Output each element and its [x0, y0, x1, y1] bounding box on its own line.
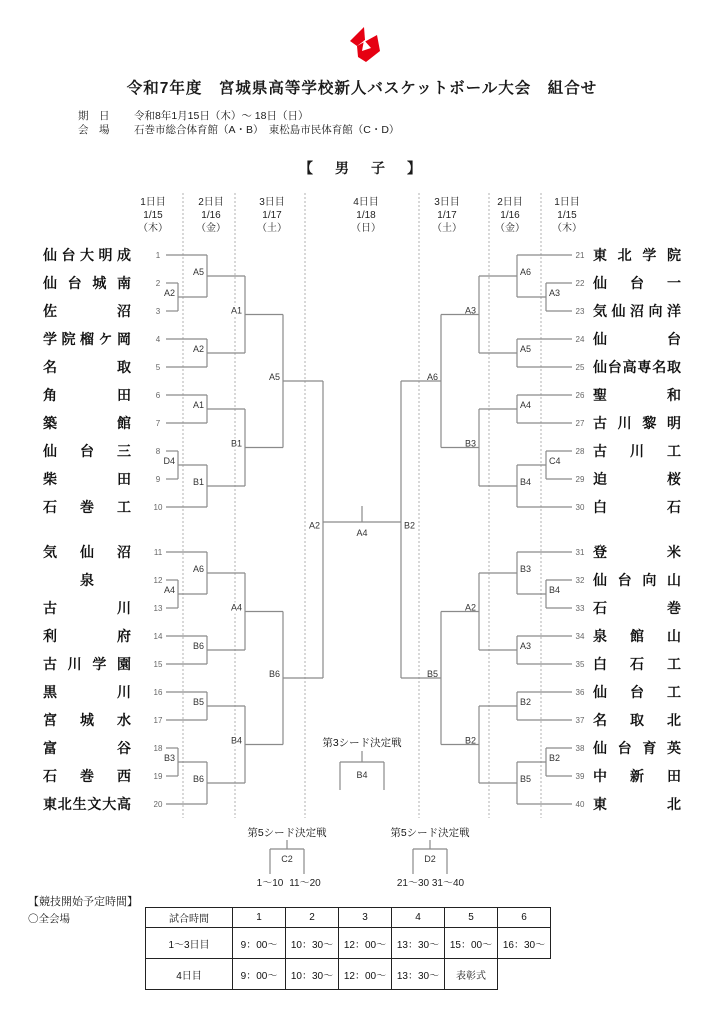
- team-seed-number: 32: [575, 576, 585, 585]
- team-name-char: 仙: [593, 572, 607, 588]
- team-name-char: 川: [117, 684, 131, 700]
- match-label: B5: [520, 774, 532, 784]
- team-name-char: 府: [117, 628, 131, 644]
- column-header-date: 1/15: [143, 210, 163, 221]
- match-label: C4: [549, 456, 561, 466]
- team-name-char: 仙: [593, 331, 607, 347]
- column-header-date: 1/16: [500, 210, 520, 221]
- seed3-label: B4: [356, 770, 368, 780]
- match-label: B4: [549, 585, 561, 595]
- team-name-char: 川: [630, 443, 644, 459]
- schedule-time-cell: 10：30～: [286, 959, 339, 990]
- schedule-venue-note: 〇全会場: [28, 913, 70, 925]
- date-label: 期 日: [78, 110, 110, 122]
- match-label: A1: [230, 305, 242, 316]
- seed3-title: 第3シード決定戦: [322, 737, 402, 749]
- team-seed-number: 2: [155, 279, 161, 288]
- team-name-char: 城: [92, 275, 107, 291]
- team-name-char: 一: [667, 275, 681, 291]
- team-seed-number: 5: [155, 363, 161, 372]
- match-label: A2: [308, 520, 320, 531]
- team-name-char: 榴: [80, 331, 94, 347]
- team-name-char: 中: [593, 768, 607, 784]
- schedule-time-cell: 表彰式: [445, 959, 498, 990]
- team-seed-number: 8: [155, 447, 161, 456]
- schedule-time-cell: 16：30～: [498, 928, 551, 959]
- match-label: A2: [192, 344, 204, 354]
- team-name-char: 仙: [43, 443, 57, 459]
- team-name-char: 柴: [43, 471, 57, 487]
- team-name-char: 石: [593, 600, 607, 616]
- team-seed-number: 12: [153, 576, 163, 585]
- team-seed-number: 25: [575, 363, 585, 372]
- team-name-char: 仙: [593, 740, 607, 756]
- team-name-char: 高: [117, 796, 131, 812]
- match-label: A3: [549, 288, 561, 298]
- match-label: B2: [404, 520, 416, 531]
- schedule-time-cell: 9：00～: [233, 959, 286, 990]
- column-header-dow: （木）: [138, 223, 168, 234]
- team-seed-number: 28: [575, 447, 585, 456]
- schedule-heading: 【競技開始予定時間】: [28, 896, 138, 908]
- team-name-char: 聖: [593, 387, 607, 403]
- match-label: B2: [464, 735, 476, 746]
- team-seed-number: 11: [153, 548, 163, 557]
- match-label: A6: [520, 267, 532, 277]
- team-name-char: 仙: [43, 247, 57, 263]
- team-name-char: 富: [43, 740, 57, 756]
- team-name-char: 仙: [593, 359, 607, 375]
- match-label: B4: [520, 477, 532, 487]
- column-header-date: 1/17: [262, 210, 282, 221]
- column-header-day: 2日目: [198, 197, 224, 208]
- match-label: B6: [268, 669, 280, 679]
- team-seed-number: 30: [575, 503, 585, 512]
- team-name-char: 巻: [80, 499, 94, 515]
- schedule-header-cell: 4: [392, 908, 445, 928]
- match-label: A4: [230, 602, 242, 613]
- team-name-char: 水: [117, 712, 131, 728]
- team-name-char: 工: [667, 443, 681, 459]
- team-name-char: 三: [117, 443, 131, 459]
- team-name-char: 古: [593, 443, 607, 459]
- team-name-char: 東: [593, 796, 607, 812]
- team-name-char: 田: [117, 471, 131, 487]
- team-name-char: 院: [61, 331, 76, 347]
- team-name-char: 台: [667, 331, 681, 347]
- team-name-char: 館: [630, 628, 644, 644]
- schedule-time-cell: 10：30～: [286, 928, 339, 959]
- team-name-char: 工: [667, 684, 681, 700]
- team-name-char: 城: [80, 712, 94, 728]
- column-header-date: 1/18: [356, 210, 376, 221]
- match-label: A1: [192, 400, 204, 410]
- team-name-char: 館: [117, 415, 131, 431]
- match-label: B3: [464, 438, 476, 449]
- team-name-char: 専: [637, 359, 652, 375]
- match-label: A4: [520, 400, 532, 410]
- team-name-char: 大: [102, 796, 117, 812]
- page-title: 令和7年度 宮城県高等学校新人バスケットボール大会 組合せ: [126, 80, 598, 97]
- team-name-char: 学: [43, 331, 57, 347]
- match-label: B1: [192, 477, 204, 487]
- schedule-header-cell: 5: [445, 908, 498, 928]
- team-seed-number: 16: [153, 688, 163, 697]
- schedule-table: [145, 907, 551, 990]
- column-header-dow: （土）: [257, 223, 287, 234]
- team-name-char: 角: [43, 387, 57, 403]
- team-name-char: 石: [667, 499, 681, 515]
- team-name-char: 登: [593, 544, 607, 560]
- team-name-char: 東: [593, 247, 607, 263]
- team-name-char: 白: [593, 499, 607, 515]
- match-label: A6: [426, 372, 438, 382]
- match-label: A6: [192, 564, 204, 574]
- team-name-char: 巻: [80, 768, 94, 784]
- team-name-char: 生: [72, 796, 87, 812]
- schedule-header-row: [146, 908, 551, 928]
- team-seed-number: 13: [153, 604, 163, 613]
- team-name-char: 北: [57, 796, 72, 812]
- schedule-time-cell: 13：30～: [392, 928, 445, 959]
- team-name-char: 築: [43, 415, 57, 431]
- match-label: B6: [192, 774, 204, 784]
- team-seed-number: 22: [575, 279, 585, 288]
- team-name-char: 台: [630, 275, 644, 291]
- team-name-char: 新: [630, 768, 644, 784]
- schedule-time-cell: 15：00～: [445, 928, 498, 959]
- team-name-char: 利: [43, 628, 57, 644]
- match-label: B5: [426, 669, 438, 679]
- team-name-char: 谷: [117, 740, 131, 756]
- team-seed-number: 38: [575, 744, 585, 753]
- team-name-char: 名: [652, 359, 667, 375]
- team-name-char: 沼: [117, 544, 131, 560]
- team-name-char: 学: [92, 656, 107, 672]
- schedule-time-cell: 12：00～: [339, 928, 392, 959]
- team-name-char: 園: [117, 656, 131, 672]
- team-name-char: 黎: [642, 415, 657, 431]
- column-header-day: 2日目: [497, 197, 523, 208]
- team-name-char: 大: [80, 247, 94, 263]
- team-name-char: 気: [43, 544, 57, 560]
- team-name-char: 川: [617, 415, 632, 431]
- date-value: 令和8年1月15日（木）～ 18日（日）: [134, 110, 309, 122]
- schedule-header-cell: 2: [286, 908, 339, 928]
- team-name-char: 川: [117, 600, 131, 616]
- team-name-char: 明: [667, 415, 681, 431]
- match-label: A4: [163, 585, 175, 595]
- column-header-dow: （日）: [351, 223, 381, 234]
- team-name-char: 仙: [611, 303, 626, 319]
- schedule-time-cell: 9：00～: [233, 928, 286, 959]
- schedule-row-label: 1～3日目: [146, 928, 233, 959]
- team-name-char: 白: [593, 656, 607, 672]
- team-name-char: 名: [43, 359, 57, 375]
- team-name-char: 文: [87, 796, 102, 812]
- team-name-char: 佐: [43, 303, 57, 319]
- schedule-time-cell: 12：00～: [339, 959, 392, 990]
- schedule-time-cell: 13：30～: [392, 959, 445, 990]
- team-seed-number: 34: [575, 632, 585, 641]
- grand-final-label: A4: [356, 528, 368, 538]
- team-name-char: 台: [617, 572, 632, 588]
- team-seed-number: 31: [575, 548, 585, 557]
- team-name-char: 古: [43, 656, 57, 672]
- team-name-char: 英: [667, 740, 681, 756]
- team-name-char: 仙: [593, 275, 607, 291]
- team-name-char: 石: [43, 768, 57, 784]
- team-name-char: 西: [117, 768, 131, 784]
- team-name-char: 育: [642, 740, 657, 756]
- team-name-char: 向: [648, 303, 663, 319]
- team-name-char: 泉: [593, 628, 607, 644]
- match-label: B5: [192, 697, 204, 707]
- team-name-char: 台: [67, 275, 82, 291]
- match-label: B3: [163, 753, 175, 763]
- team-name-char: 田: [117, 387, 131, 403]
- team-seed-number: 1: [155, 251, 161, 260]
- team-name-char: 山: [667, 572, 681, 588]
- team-name-char: 名: [593, 712, 607, 728]
- team-name-char: 南: [117, 275, 131, 291]
- seed5-title: 第5シード決定戦: [390, 827, 470, 839]
- team-name-char: 向: [642, 572, 657, 588]
- seed5-label: D2: [424, 854, 436, 864]
- team-name-char: 古: [593, 415, 607, 431]
- team-name-char: 北: [617, 247, 632, 263]
- team-name-char: ケ: [98, 331, 113, 347]
- team-seed-number: 40: [575, 800, 585, 809]
- team-seed-number: 17: [153, 716, 163, 725]
- team-seed-number: 24: [575, 335, 585, 344]
- seed5-group: 11～20: [289, 878, 321, 889]
- team-name-char: 泉: [80, 572, 94, 588]
- team-seed-number: 36: [575, 688, 585, 697]
- team-name-char: 洋: [667, 303, 681, 319]
- venue-label: 会 場: [78, 124, 110, 136]
- team-name-char: 石: [43, 499, 57, 515]
- schedule-header-cell: 6: [498, 908, 551, 928]
- team-seed-number: 23: [575, 307, 585, 316]
- venue-value: 石巻市総合体育館（A・B） 東松島市民体育館（C・D）: [134, 124, 400, 136]
- team-name-char: 気: [593, 303, 607, 319]
- team-name-char: 和: [667, 387, 681, 403]
- team-seed-number: 33: [575, 604, 585, 613]
- match-label: B3: [520, 564, 532, 574]
- team-name-char: 黒: [43, 684, 57, 700]
- column-header-day: 3日目: [259, 197, 285, 208]
- team-name-char: 台: [630, 684, 644, 700]
- column-header-dow: （金）: [196, 223, 226, 234]
- team-name-char: 古: [43, 600, 57, 616]
- match-label: B4: [230, 735, 242, 746]
- team-name-char: 学: [642, 247, 657, 263]
- team-name-char: 迫: [593, 471, 607, 487]
- match-label: A3: [520, 641, 532, 651]
- match-label: A3: [464, 305, 476, 316]
- team-seed-number: 18: [153, 744, 163, 753]
- team-seed-number: 29: [575, 475, 585, 484]
- match-label: A5: [520, 344, 532, 354]
- schedule-header-cell: 3: [339, 908, 392, 928]
- team-name-char: 仙: [80, 544, 94, 560]
- team-seed-number: 27: [575, 419, 585, 428]
- team-seed-number: 10: [153, 503, 163, 512]
- column-header-day: 1日目: [554, 197, 580, 208]
- team-seed-number: 19: [153, 772, 163, 781]
- team-seed-number: 4: [155, 335, 161, 344]
- schedule-row-days123: [146, 928, 551, 959]
- team-name-char: 石: [630, 656, 644, 672]
- match-label: A5: [192, 267, 204, 277]
- match-label: A2: [464, 602, 476, 613]
- team-name-char: 台: [80, 443, 94, 459]
- team-seed-number: 7: [155, 419, 161, 428]
- match-label: A5: [268, 372, 280, 382]
- team-seed-number: 37: [575, 716, 585, 725]
- team-name-char: 高: [622, 359, 637, 375]
- team-name-char: 山: [667, 628, 681, 644]
- team-name-char: 明: [98, 247, 113, 263]
- schedule-header-cell: 試合時間: [146, 908, 233, 928]
- match-label: B1: [230, 438, 242, 449]
- column-header-dow: （金）: [495, 223, 525, 234]
- team-name-char: 桜: [667, 471, 681, 487]
- section-heading-mens: 【 男 子 】: [299, 160, 425, 176]
- match-label: B6: [192, 641, 204, 651]
- column-header-dow: （木）: [552, 223, 582, 234]
- team-seed-number: 9: [155, 475, 161, 484]
- team-name-char: 北: [667, 712, 681, 728]
- team-name-char: 台: [617, 740, 632, 756]
- team-name-char: 取: [667, 359, 681, 375]
- team-name-char: 宮: [43, 712, 57, 728]
- column-header-date: 1/15: [557, 210, 577, 221]
- team-seed-number: 15: [153, 660, 163, 669]
- team-name-char: 台: [61, 247, 76, 263]
- team-seed-number: 20: [153, 800, 163, 809]
- team-seed-number: 14: [153, 632, 163, 641]
- match-label: D4: [163, 456, 175, 466]
- schedule-row-day4: [146, 959, 551, 990]
- match-label: B2: [520, 697, 532, 707]
- team-seed-number: 35: [575, 660, 585, 669]
- team-name-char: 院: [667, 247, 681, 263]
- seed5-label: C2: [281, 854, 293, 864]
- match-label: B2: [549, 753, 561, 763]
- team-name-char: 成: [117, 247, 131, 263]
- column-header-day: 1日目: [140, 197, 166, 208]
- schedule-row-label: 4日目: [146, 959, 233, 990]
- team-name-char: 米: [667, 544, 681, 560]
- team-name-char: 沼: [117, 303, 131, 319]
- team-name-char: 巻: [667, 600, 681, 616]
- team-name-char: 川: [67, 656, 82, 672]
- column-header-day: 4日目: [353, 197, 379, 208]
- team-name-char: 工: [117, 499, 131, 515]
- team-name-char: 仙: [593, 684, 607, 700]
- team-seed-number: 39: [575, 772, 585, 781]
- team-seed-number: 26: [575, 391, 585, 400]
- match-label: A2: [163, 288, 175, 298]
- team-seed-number: 3: [155, 307, 161, 316]
- column-header-date: 1/16: [201, 210, 221, 221]
- seed5-title: 第5シード決定戦: [247, 827, 327, 839]
- team-name-char: 取: [630, 712, 644, 728]
- team-name-char: 沼: [630, 303, 644, 319]
- team-name-char: 台: [607, 359, 622, 375]
- seed5-group: 31～40: [431, 878, 465, 889]
- seed5-group: 1～10: [256, 878, 284, 889]
- column-header-date: 1/17: [437, 210, 457, 221]
- team-name-char: 東: [43, 796, 57, 812]
- column-header-dow: （土）: [432, 223, 462, 234]
- team-seed-number: 6: [155, 391, 161, 400]
- team-name-char: 工: [667, 656, 681, 672]
- team-name-char: 田: [667, 768, 681, 784]
- seed5-group: 21～30: [396, 878, 430, 889]
- team-name-char: 仙: [43, 275, 57, 291]
- column-header-day: 3日目: [434, 197, 460, 208]
- team-name-char: 岡: [117, 331, 131, 347]
- schedule-header-cell: 1: [233, 908, 286, 928]
- team-name-char: 取: [117, 359, 131, 375]
- team-name-char: 北: [667, 796, 681, 812]
- team-seed-number: 21: [575, 251, 585, 260]
